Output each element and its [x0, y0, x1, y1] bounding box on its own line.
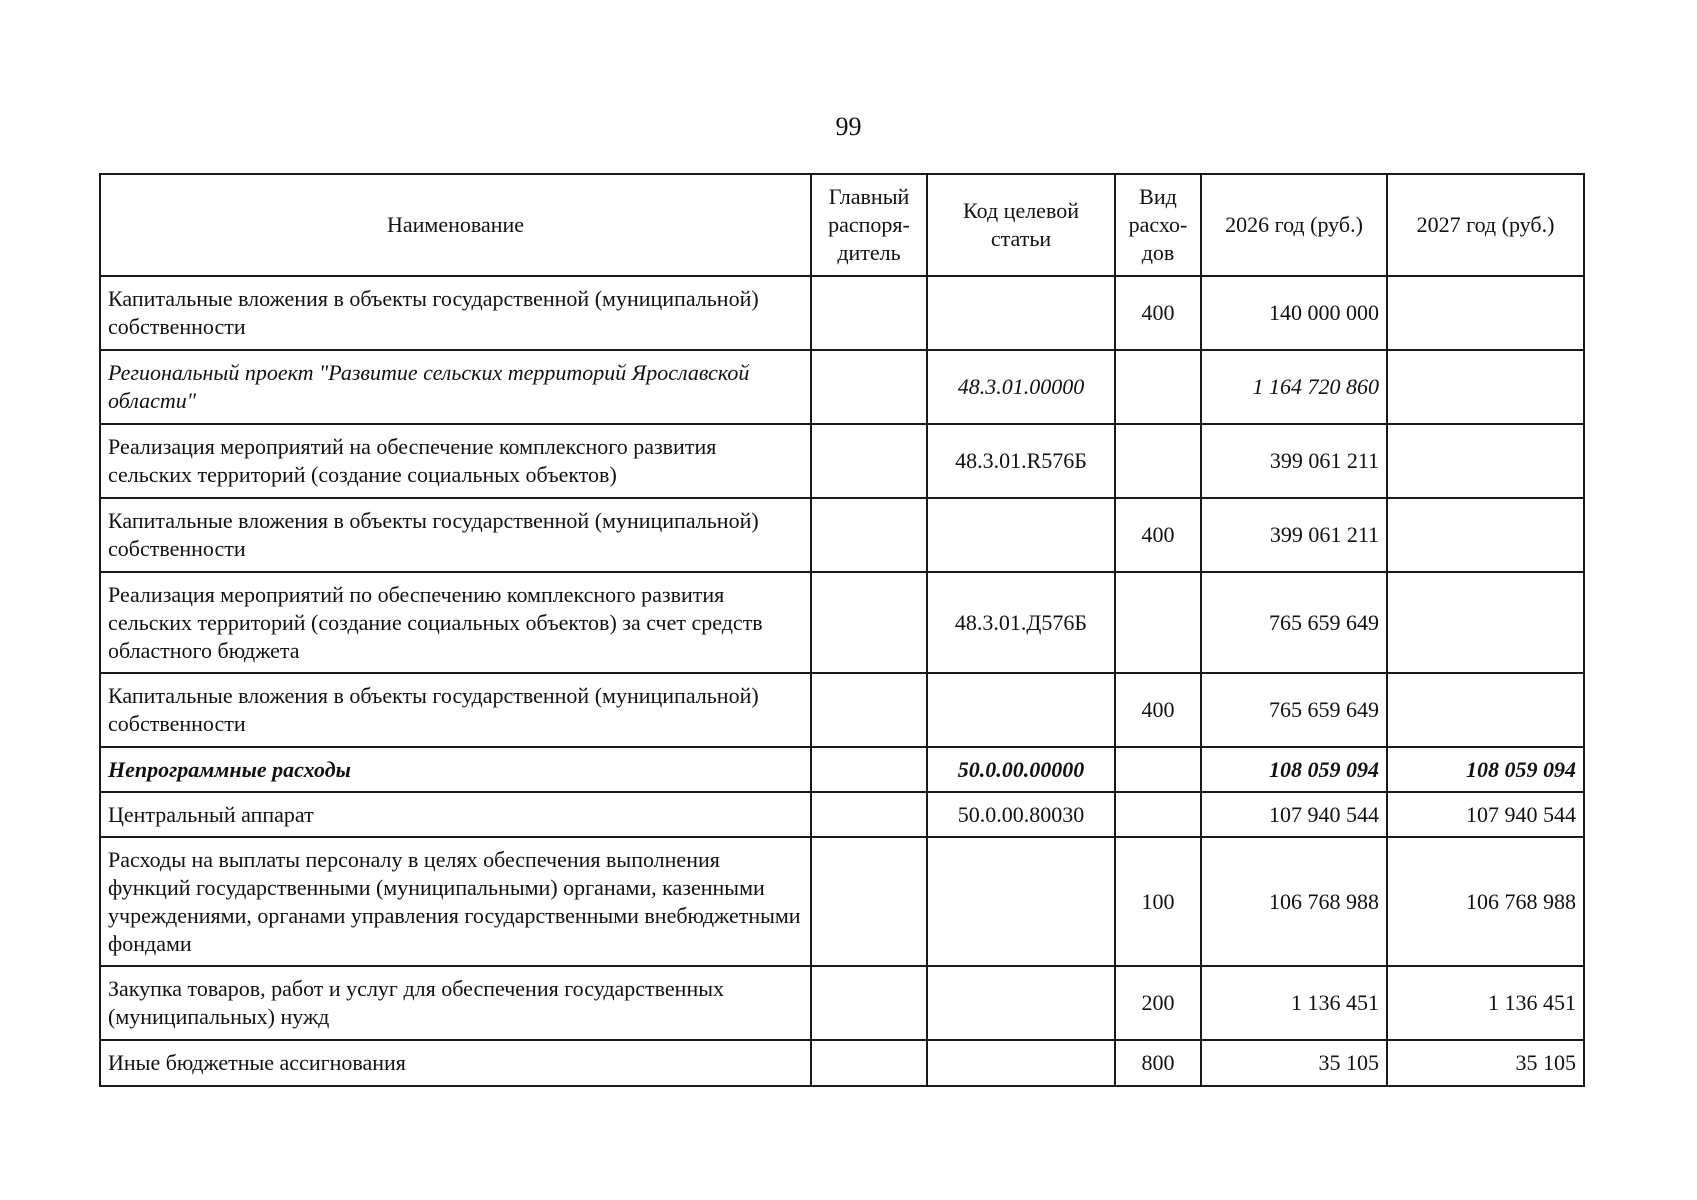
cell-code [927, 837, 1115, 966]
cell-2027 [1387, 498, 1584, 572]
cell-2027: 107 940 544 [1387, 792, 1584, 837]
cell-2026: 399 061 211 [1201, 498, 1387, 572]
table-row [100, 673, 1584, 747]
table-row [100, 1040, 1584, 1086]
table-row [100, 350, 1584, 424]
cell-2027: 1 136 451 [1387, 966, 1584, 1040]
cell-grbs [811, 837, 927, 966]
cell-name: Капитальные вложения в объекты государственной (муниципальной) собственности [100, 673, 811, 747]
cell-vr [1115, 424, 1201, 498]
table-row [100, 966, 1584, 1040]
cell-name: Расходы на выплаты персоналу в целях обеспечения выполнения функций государственными (муниципальными) органами, казенными учреждениями, органами управления государственными внебюджетными фондами [100, 837, 811, 966]
cell-2026: 108 059 094 [1201, 747, 1387, 792]
cell-2027 [1387, 350, 1584, 424]
table-row [100, 424, 1584, 498]
table-row [100, 276, 1584, 350]
cell-2027 [1387, 673, 1584, 747]
cell-2027: 108 059 094 [1387, 747, 1584, 792]
table-body [100, 276, 1584, 1086]
cell-2026: 399 061 211 [1201, 424, 1387, 498]
cell-vr [1115, 747, 1201, 792]
table-row [100, 837, 1584, 966]
cell-2026: 1 164 720 860 [1201, 350, 1387, 424]
cell-2027: 106 768 988 [1387, 837, 1584, 966]
cell-code [927, 1040, 1115, 1086]
cell-code: 48.3.01.00000 [927, 350, 1115, 424]
header-2026: 2026 год (руб.) [1201, 174, 1387, 276]
cell-code: 48.3.01.R576Б [927, 424, 1115, 498]
cell-grbs [811, 350, 927, 424]
cell-name: Закупка товаров, работ и услуг для обеспечения государственных (муниципальных) нужд [100, 966, 811, 1040]
cell-name: Реализация мероприятий по обеспечению комплексного развития сельских территорий (создание социальных объектов) за счет средств областного бюджета [100, 572, 811, 673]
cell-code: 48.3.01.Д576Б [927, 572, 1115, 673]
cell-vr [1115, 350, 1201, 424]
cell-vr: 100 [1115, 837, 1201, 966]
cell-name: Капитальные вложения в объекты государственной (муниципальной) собственности [100, 276, 811, 350]
table-row [100, 498, 1584, 572]
budget-table [99, 173, 1585, 1087]
cell-2026: 107 940 544 [1201, 792, 1387, 837]
cell-2026: 765 659 649 [1201, 673, 1387, 747]
cell-grbs [811, 966, 927, 1040]
table-row [100, 747, 1584, 792]
cell-code: 50.0.00.00000 [927, 747, 1115, 792]
cell-code [927, 498, 1115, 572]
cell-2026: 35 105 [1201, 1040, 1387, 1086]
header-row [100, 174, 1584, 276]
cell-vr: 400 [1115, 673, 1201, 747]
cell-2026: 140 000 000 [1201, 276, 1387, 350]
cell-vr: 200 [1115, 966, 1201, 1040]
cell-grbs [811, 792, 927, 837]
cell-2027 [1387, 424, 1584, 498]
cell-grbs [811, 572, 927, 673]
header-name: Наименование [100, 174, 811, 276]
cell-code: 50.0.00.80030 [927, 792, 1115, 837]
header-vr: Вид расхо-дов [1115, 174, 1201, 276]
cell-grbs [811, 1040, 927, 1086]
cell-2026: 765 659 649 [1201, 572, 1387, 673]
cell-vr [1115, 572, 1201, 673]
cell-name: Непрограммные расходы [100, 747, 811, 792]
header-2027: 2027 год (руб.) [1387, 174, 1584, 276]
cell-vr [1115, 792, 1201, 837]
cell-2026: 106 768 988 [1201, 837, 1387, 966]
cell-grbs [811, 673, 927, 747]
cell-2027 [1387, 276, 1584, 350]
table-row [100, 572, 1584, 673]
cell-grbs [811, 424, 927, 498]
header-code: Код целевой статьи [927, 174, 1115, 276]
table-row [100, 792, 1584, 837]
cell-name: Реализация мероприятий на обеспечение комплексного развития сельских территорий (создание социальных объектов) [100, 424, 811, 498]
cell-code [927, 966, 1115, 1040]
cell-code [927, 276, 1115, 350]
cell-vr: 400 [1115, 498, 1201, 572]
cell-2027: 35 105 [1387, 1040, 1584, 1086]
cell-name: Капитальные вложения в объекты государственной (муниципальной) собственности [100, 498, 811, 572]
cell-grbs [811, 498, 927, 572]
cell-vr: 800 [1115, 1040, 1201, 1086]
page-number: 99 [835, 112, 862, 141]
cell-grbs [811, 747, 927, 792]
table-header [100, 174, 1584, 276]
cell-name: Региональный проект "Развитие сельских территорий Ярославской области" [100, 350, 811, 424]
cell-code [927, 673, 1115, 747]
cell-2027 [1387, 572, 1584, 673]
header-grbs: Главный распоря-дитель [811, 174, 927, 276]
cell-name: Иные бюджетные ассигнования [100, 1040, 811, 1086]
cell-2026: 1 136 451 [1201, 966, 1387, 1040]
cell-name: Центральный аппарат [100, 792, 811, 837]
cell-vr: 400 [1115, 276, 1201, 350]
cell-grbs [811, 276, 927, 350]
